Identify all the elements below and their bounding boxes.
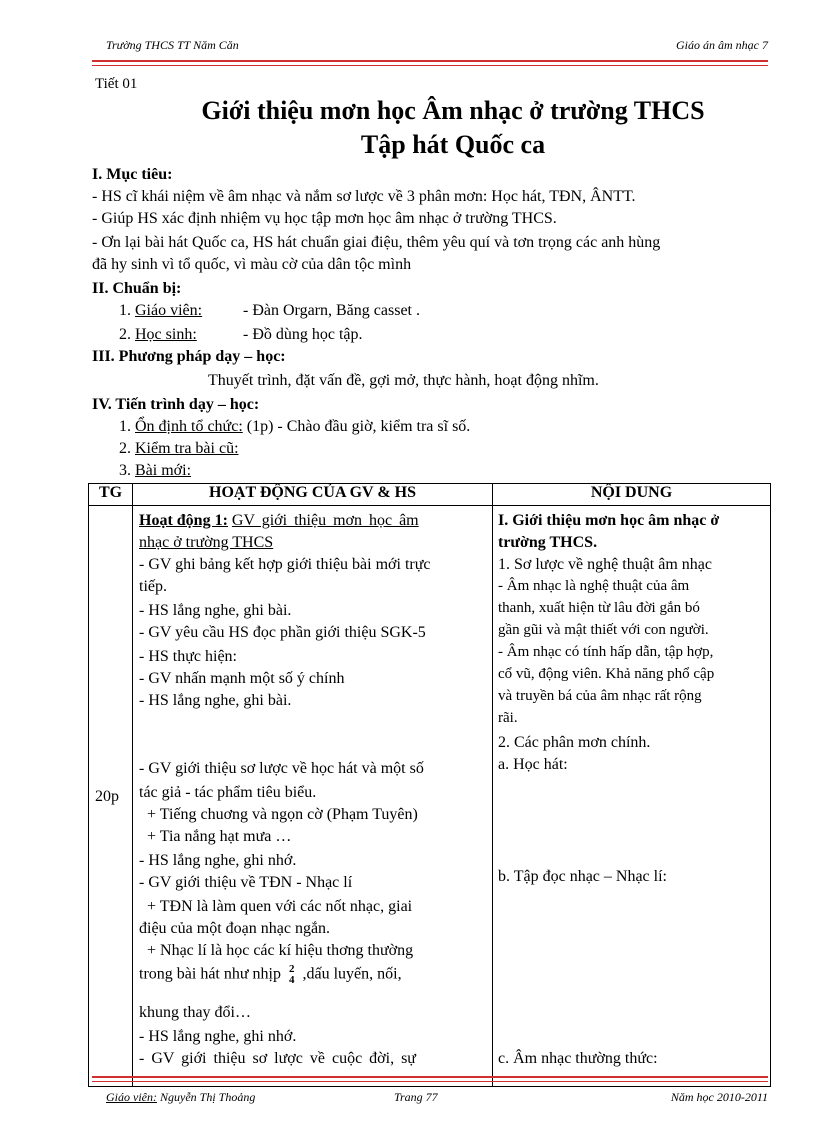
footer-page: Trang 77 [394, 1090, 438, 1104]
content-line: và truyền bá của âm nhạc rất rộng [498, 688, 702, 704]
section3-heading: III. Phương pháp dạy – học: [92, 348, 286, 365]
activity-line: khung thay đổi… [139, 1004, 251, 1021]
content-cell [493, 506, 771, 1087]
footer-year: Năm học 2010-2011 [670, 1090, 768, 1104]
time-signature [289, 964, 295, 986]
section2-item2 [119, 324, 363, 346]
section4-heading: IV. Tiến trình dạy – học: [92, 396, 260, 413]
content-line: - Âm nhạc có tính hấp dẫn, tập hợp, [498, 644, 714, 660]
page-header [106, 38, 768, 53]
activity-line: + Nhạc lí là học các kí hiệu thơng thường [147, 942, 414, 959]
footer-rule [92, 1076, 768, 1078]
content-line: thanh, xuất hiện từ lâu đời gắn bó [498, 600, 700, 616]
activity-text: trong bài hát như nhịp [139, 965, 281, 983]
section1-line2: - Giúp HS xác định nhiệm vụ học tập mơn học âm nhạc ở trường THCS. [92, 210, 557, 227]
footer-teacher-name: Nguyễn Thị Thoảng [156, 1090, 256, 1104]
section4-item3 [119, 460, 191, 482]
content-line: a. Học hát: [498, 756, 568, 773]
activity-line: - HS lắng nghe, ghi nhớ. [139, 852, 297, 869]
col-header-activity: HOẠT ĐỘNG CỦA GV & HS [133, 484, 493, 506]
section4-item2 [119, 438, 239, 460]
content-heading: I. Giới thiệu mơn học âm nhạc ở [498, 512, 720, 529]
activity-heading [139, 512, 419, 530]
time-value: 20p [95, 788, 119, 805]
col-header-time: TG [89, 484, 133, 506]
item-number: 2. [119, 440, 131, 457]
activity-line: tiếp. [139, 578, 167, 595]
item-number: 1. [119, 302, 131, 319]
item-label: Ổn định tổ chức: [135, 418, 243, 435]
title-line-2: Tập hát Quốc ca [360, 130, 546, 159]
title-line-1: Giới thiệu mơn học Âm nhạc ở trường THCS [201, 96, 705, 125]
item-number: 2. [119, 326, 131, 343]
item-label: Giáo viên: [135, 302, 203, 319]
activity-line: + Tiếng chuơng và ngọn cờ (Phạm Tuyên) [147, 806, 418, 823]
item-text: (1p) - Chào đầu giờ, kiểm tra sĩ số. [246, 418, 471, 435]
footer-teacher-label: Giáo viên: [106, 1090, 157, 1104]
activity-line: - GV yêu cầu HS đọc phần giới thiệu SGK-5 [139, 624, 426, 641]
content-line: gần gũi và mật thiết với con người. [498, 622, 709, 638]
content-line: 2. Các phân mơn chính. [498, 734, 651, 751]
section4-item1 [119, 416, 470, 438]
section2-item1 [119, 300, 420, 322]
activity-line: - HS lắng nghe, ghi nhớ. [139, 1028, 297, 1045]
footer-rule-thin [92, 1081, 768, 1082]
activity-title-cont: nhạc ở trường THCS [139, 534, 274, 551]
time-signature-bottom: 4 [288, 974, 295, 986]
lesson-table [88, 483, 771, 1087]
activity-line: - HS lắng nghe, ghi bài. [139, 692, 292, 709]
content-line: rãi. [498, 710, 518, 726]
time-cell [89, 506, 133, 1087]
item-label: Bài mới: [135, 462, 192, 479]
page-footer [106, 1090, 768, 1105]
activity-line: tác giả - tác phẩm tiêu biểu. [139, 784, 317, 801]
content-line: b. Tập đọc nhạc – Nhạc lí: [498, 868, 667, 885]
section2-heading: II. Chuẩn bị: [92, 280, 182, 297]
section3-text: Thuyết trình, đặt vấn đề, gợi mở, thực hành, hoạt động nhĩm. [208, 372, 599, 389]
section1-line4: đã hy sinh vì tổ quốc, vì màu cờ của dân tộc mình [92, 256, 412, 273]
activity-line: - GV giới thiệu về TĐN - Nhạc lí [139, 874, 353, 891]
item-text: - Đàn Orgarn, Băng casset . [243, 302, 420, 319]
activity-line-time-signature [139, 964, 402, 986]
content-line: c. Âm nhạc thường thức: [498, 1050, 658, 1067]
section1-line3: - Ơn lại bài hát Quốc ca, HS hát chuẩn giai điệu, thêm yêu quí và tơn trọng các anh hùng [92, 234, 661, 251]
activity-title: GV giới thiệu mơn học âm [231, 512, 419, 529]
activity-line: - GV giới thiệu sơ lược về cuộc đời, sự [139, 1050, 416, 1067]
activity-line: - HS lắng nghe, ghi bài. [139, 602, 292, 619]
activity-line: - HS thực hiện: [139, 648, 237, 665]
activity-line: + Tia nắng hạt mưa … [147, 828, 292, 845]
content-line: cổ vũ, động viên. Khả năng phổ cập [498, 666, 715, 682]
activity-cell [133, 506, 493, 1087]
item-number: 3. [119, 462, 131, 479]
activity-label: Hoạt động 1: [139, 512, 228, 529]
activity-line: - GV giới thiệu sơ lược về học hát và một số [139, 760, 424, 777]
content-line: - Âm nhạc là nghệ thuật của âm [498, 578, 690, 594]
activity-line: - GV nhấn mạnh một số ý chính [139, 670, 345, 687]
section1-line1: - HS cĩ khái niệm về âm nhạc và nắm sơ lược về 3 phân mơn: Học hát, TĐN, ÂNTT. [92, 188, 636, 205]
header-subject: Giáo án âm nhạc 7 [676, 38, 768, 52]
table-row [89, 506, 771, 1087]
section1-heading: I. Mục tiêu: [92, 166, 173, 183]
table-header-row [89, 484, 771, 506]
item-label: Kiểm tra bài cũ: [135, 440, 239, 457]
content-line: 1. Sơ lược về nghệ thuật âm nhạc [498, 556, 712, 573]
header-rule [92, 60, 768, 62]
header-school: Trường THCS TT Năm Căn [106, 38, 239, 52]
time-signature-top: 2 [288, 963, 295, 975]
item-number: 1. [119, 418, 131, 435]
header-rule-thin [92, 65, 768, 66]
item-text: - Đồ dùng học tập. [243, 326, 363, 343]
activity-line: + TĐN là làm quen với các nốt nhạc, giai [147, 898, 413, 915]
lesson-number: Tiết 01 [95, 76, 138, 92]
item-label: Học sinh: [135, 326, 197, 343]
activity-line: điệu của một đoạn nhạc ngắn. [139, 920, 331, 937]
footer-teacher [106, 1090, 255, 1104]
activity-text: ,dấu luyến, nối, [302, 965, 402, 983]
activity-line: - GV ghi bảng kết hợp giới thiệu bài mới trực [139, 556, 431, 573]
content-heading-cont: trường THCS. [498, 534, 598, 551]
col-header-content: NỘI DUNG [493, 484, 771, 506]
